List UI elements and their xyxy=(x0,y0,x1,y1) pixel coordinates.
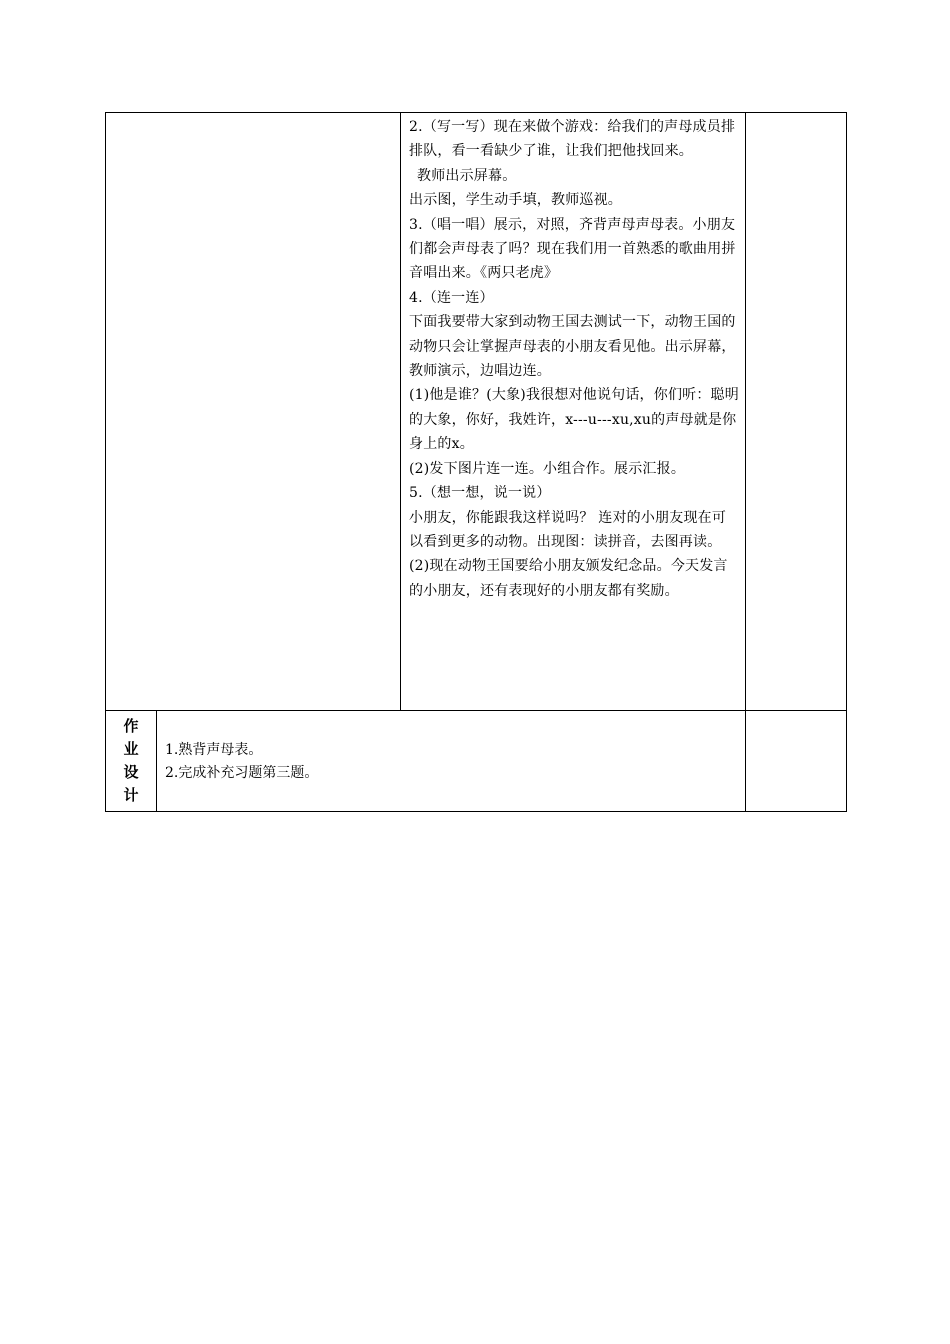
empty-right-cell xyxy=(746,113,847,711)
process-line: 5.（想一想，说一说） xyxy=(409,485,551,502)
empty-left-cell xyxy=(106,113,401,711)
homework-label-cell xyxy=(106,711,157,812)
process-line: 3.（唱一唱）展示，对照，齐背声母声母表。小朋友们都会声母表了吗？现在我们用一首熟悉的歌曲用拼音唱出来。《两只老虎》 xyxy=(409,216,736,282)
process-line: 2.（写一写）现在来做个游戏：给我们的声母成员排排队，看一看缺少了谁，让我们把他找回来。 xyxy=(409,119,736,160)
process-line: (2)发下图片连一连。小组合作。展示汇报。 xyxy=(409,460,686,477)
process-line: 出示图，学生动手填，教师巡视。 xyxy=(409,192,622,209)
process-line: (1)他是谁？(大象)我很想对他说句话，你们听：聪明的大象，你好，我姓许，x---u---xu,xu的声母就是你身上的x。 xyxy=(409,387,739,453)
homework-empty-right-cell xyxy=(746,711,847,812)
homework-item: 1.熟背声母表。 xyxy=(165,742,263,758)
homework-label-char: 设 xyxy=(123,763,139,781)
teaching-process-row xyxy=(106,113,847,711)
process-line: (2)现在动物王国要给小朋友颁发纪念品。今天发言的小朋友，还有表现好的小朋友都有奖励。 xyxy=(409,558,728,599)
process-line: 4.（连一连） xyxy=(409,289,494,306)
homework-row xyxy=(106,711,847,812)
homework-item: 2.完成补充习题第三题。 xyxy=(165,765,319,781)
lesson-plan-table xyxy=(105,112,847,812)
homework-content-cell xyxy=(157,711,746,812)
homework-label-char: 计 xyxy=(123,786,139,804)
homework-label-char: 业 xyxy=(123,740,139,758)
process-line: 小朋友，你能跟我这样说吗？ 连对的小朋友现在可以看到更多的动物。出现图：读拼音，去图再读。 xyxy=(409,509,727,550)
process-line: 下面我要带大家到动物王国去测试一下，动物王国的动物只会让掌握声母表的小朋友看见他。出示屏幕，教师演示，边唱边连。 xyxy=(409,314,736,380)
teaching-process-cell xyxy=(401,113,746,711)
process-line: 教师出示屏幕。 xyxy=(417,167,517,184)
homework-label-char: 作 xyxy=(123,717,139,735)
